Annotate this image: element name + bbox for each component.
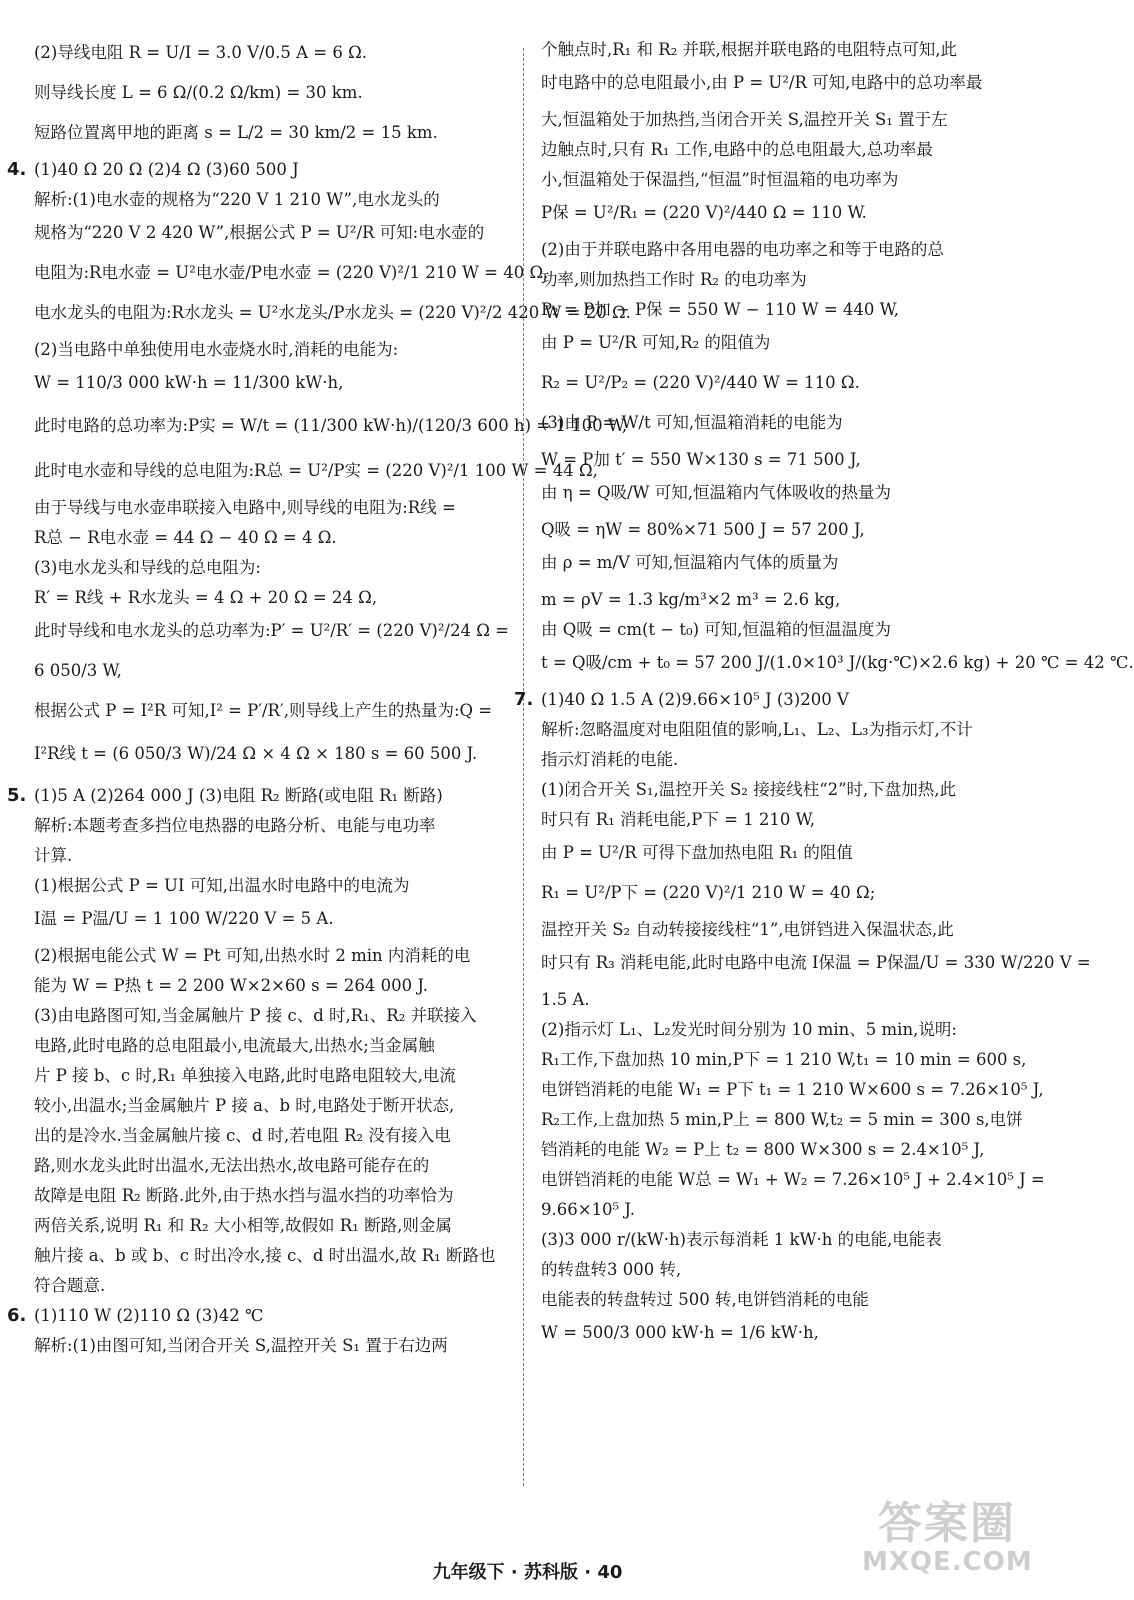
text-line bbox=[34, 188, 516, 212]
line-text: 此时导线和电水龙头的总功率为:P′ = U²/R′ = (220 V)²/24 Ω = bbox=[34, 621, 509, 640]
line-text: 铛消耗的电能 W₂ = P上 t₂ = 800 W×300 s = 2.4×10⁵ J, bbox=[541, 1140, 985, 1159]
text-line bbox=[541, 138, 1023, 162]
line-text: (2)当电路中单独使用电水壶烧水时,消耗的电能为: bbox=[34, 340, 399, 359]
text-line bbox=[541, 838, 1023, 868]
line-text: 解析:(1)电水壶的规格为“220 V 1 210 W”,电水龙头的 bbox=[34, 190, 440, 209]
text-line bbox=[34, 1274, 516, 1298]
right-column bbox=[514, 38, 1134, 1358]
text-line bbox=[541, 1318, 1023, 1348]
line-text: (1)5 A (2)264 000 J (3)电阻 R₂ 断路(或电阻 R₁ 断路) bbox=[34, 786, 443, 805]
text-line bbox=[7, 784, 516, 808]
line-text: m = ρV = 1.3 kg/m³×2 m³ = 2.6 kg, bbox=[541, 590, 841, 609]
text-line bbox=[541, 1168, 1045, 1192]
line-text: 触片接 a、b 或 b、c 时出冷水,接 c、d 时出温水,故 R₁ 断路也 bbox=[34, 1246, 496, 1265]
text-line bbox=[541, 1078, 1044, 1102]
line-text: 符合题意. bbox=[34, 1276, 106, 1295]
question-number: 4. bbox=[7, 159, 27, 180]
line-text: (2)由于并联电路中各用电器的电功率之和等于电路的总 bbox=[541, 240, 944, 259]
line-text: 片 P 接 b、c 时,R₁ 单独接入电路,此时电路电阻较大,电流 bbox=[34, 1066, 456, 1085]
line-text: R₂ = U²/P₂ = (220 V)²/440 W = 110 Ω. bbox=[541, 373, 860, 392]
line-text: (2)导线电阻 R = U/I = 3.0 V/0.5 A = 6 Ω. bbox=[34, 43, 367, 62]
line-text: 则导线长度 L = 6 Ω/(0.2 Ω/km) = 30 km. bbox=[34, 83, 363, 102]
line-text: 时只有 R₃ 消耗电能,此时电路中电流 I保温 = P保温/U = 330 W/220 V = bbox=[541, 953, 1091, 972]
line-text: t = Q吸/cm + t₀ = 57 200 J/(1.0×10³ J/(kg·℃)×2.6 kg) + 20 ℃ = 42 ℃. bbox=[541, 653, 1134, 672]
text-line bbox=[541, 1018, 1023, 1042]
line-text: P₂ = P加 − P保 = 550 W − 110 W = 440 W, bbox=[541, 300, 899, 319]
line-text: (3)电水龙头和导线的总电阻为: bbox=[34, 558, 261, 577]
line-text: 路,则水龙头此时出温水,无法出热水,故电路可能存在的 bbox=[34, 1156, 430, 1175]
text-line bbox=[34, 1214, 516, 1238]
text-line bbox=[34, 258, 549, 288]
text-line bbox=[34, 616, 516, 646]
text-line bbox=[514, 688, 1023, 712]
line-text: (2)根据电能公式 W = Pt 可知,出热水时 2 min 内消耗的电 bbox=[34, 946, 471, 965]
text-line bbox=[541, 648, 1134, 678]
line-text: 故障是电阻 R₂ 断路.此外,由于热水挡与温水挡的功率恰为 bbox=[34, 1186, 454, 1205]
line-text: 时只有 R₁ 消耗电能,P下 = 1 210 W, bbox=[541, 810, 815, 829]
line-text: 由 ρ = m/V 可知,恒温箱内气体的质量为 bbox=[541, 553, 839, 572]
line-text: P保 = U²/R₁ = (220 V)²/440 Ω = 110 W. bbox=[541, 203, 867, 222]
line-text: 大,恒温箱处于加热挡,当闭合开关 S,温控开关 S₁ 置于左 bbox=[541, 110, 948, 129]
text-line bbox=[541, 1228, 1023, 1252]
text-line bbox=[34, 496, 516, 520]
line-text: 电饼铛消耗的电能 W₁ = P下 t₁ = 1 210 W×600 s = 7.26×10⁵ J, bbox=[541, 1080, 1044, 1099]
line-text: 时电路中的总电阻最小,由 P = U²/R 可知,电路中的总功率最 bbox=[541, 73, 983, 92]
line-text: (1)根据公式 P = UI 可知,出温水时电路中的电流为 bbox=[34, 876, 410, 895]
text-line bbox=[34, 1004, 516, 1028]
line-text: 规格为“220 V 2 420 W”,根据公式 P = U²/R 可知:电水壶的 bbox=[34, 223, 485, 242]
line-text: 电水龙头的电阻为:R水龙头 = U²水龙头/P水龙头 = (220 V)²/2 420 W = 20 Ω. bbox=[34, 303, 631, 322]
line-text: 由于导线与电水壶串联接入电路中,则导线的电阻为:R线 = bbox=[34, 498, 456, 517]
line-text: R₁ = U²/P下 = (220 V)²/1 210 W = 40 Ω; bbox=[541, 883, 876, 902]
line-text: 由 Q吸 = cm(t − t₀) 可知,恒温箱的恒温温度为 bbox=[541, 620, 892, 639]
line-text: 电饼铛消耗的电能 W总 = W₁ + W₂ = 7.26×10⁵ J + 2.4×10⁵ J = bbox=[541, 1170, 1045, 1189]
text-line bbox=[34, 38, 516, 68]
text-line bbox=[34, 118, 516, 148]
line-text: W = 110/3 000 kW·h = 11/300 kW·h, bbox=[34, 373, 344, 392]
text-line bbox=[541, 988, 1023, 1012]
line-text: (1)40 Ω 1.5 A (2)9.66×10⁵ J (3)200 V bbox=[541, 690, 849, 709]
text-line bbox=[34, 944, 516, 968]
line-text: (3)由 P = W/t 可知,恒温箱消耗的电能为 bbox=[541, 413, 843, 432]
text-line bbox=[541, 718, 1023, 742]
line-text: 功率,则加热挡工作时 R₂ 的电功率为 bbox=[541, 270, 807, 289]
text-line bbox=[541, 778, 1023, 802]
line-text: 电能表的转盘转过 500 转,电饼铛消耗的电能 bbox=[541, 1290, 869, 1309]
line-text: 短路位置离甲地的距离 s = L/2 = 30 km/2 = 15 km. bbox=[34, 123, 438, 142]
text-line bbox=[541, 1258, 1023, 1282]
text-line bbox=[34, 874, 516, 898]
line-text: R′ = R线 + R水龙头 = 4 Ω + 20 Ω = 24 Ω, bbox=[34, 588, 378, 607]
text-line bbox=[541, 238, 1023, 262]
question-number: 5. bbox=[7, 785, 27, 806]
text-line bbox=[541, 38, 1023, 62]
line-text: 由 P = U²/R 可得下盘加热电阻 R₁ 的阻值 bbox=[541, 843, 853, 862]
question-number: 7. bbox=[514, 689, 534, 710]
watermark-logo bbox=[862, 1500, 1032, 1576]
text-line bbox=[34, 298, 631, 328]
line-text: 解析:忽略温度对电阻阻值的影响,L₁、L₂、L₃为指示灯,不计 bbox=[541, 720, 973, 739]
line-text: R₁工作,下盘加热 10 min,P下 = 1 210 W,t₁ = 10 min = 600 s, bbox=[541, 1050, 1027, 1069]
line-text: 解析:(1)由图可知,当闭合开关 S,温控开关 S₁ 置于右边两 bbox=[34, 1336, 448, 1355]
text-line bbox=[34, 456, 598, 486]
line-text: 较小,出温水;当金属触片 P 接 a、b 时,电路处于断开状态, bbox=[34, 1096, 455, 1115]
line-text: 由 η = Q吸/W 可知,恒温箱内气体吸收的热量为 bbox=[541, 483, 891, 502]
text-line bbox=[541, 1108, 1023, 1132]
line-text: 电阻为:R电水壶 = U²电水壶/P电水壶 = (220 V)²/1 210 W = 40 Ω, bbox=[34, 263, 549, 282]
text-line bbox=[541, 368, 1023, 398]
text-line bbox=[7, 1304, 516, 1328]
line-text: (3)由电路图可知,当金属触片 P 接 c、d 时,R₁、R₂ 并联接入 bbox=[34, 1006, 477, 1025]
column-divider bbox=[523, 48, 524, 1486]
text-line bbox=[541, 1288, 1023, 1312]
text-line bbox=[541, 108, 1023, 132]
text-line bbox=[34, 218, 516, 248]
page-footer: 九年级下 · 苏科版 · 40 bbox=[432, 1562, 623, 1583]
line-text: 的转盘转3 000 转, bbox=[541, 1260, 682, 1279]
text-line bbox=[7, 158, 516, 182]
text-line bbox=[34, 1064, 516, 1088]
text-line bbox=[34, 1034, 516, 1058]
text-line bbox=[34, 1154, 516, 1178]
line-text: (1)110 W (2)110 Ω (3)42 ℃ bbox=[34, 1306, 264, 1325]
text-line bbox=[34, 1124, 516, 1148]
text-line bbox=[34, 408, 628, 444]
text-line bbox=[34, 696, 516, 726]
line-text: W = 500/3 000 kW·h = 1/6 kW·h, bbox=[541, 1323, 819, 1342]
line-text: 此时电路的总功率为:P实 = W/t = (11/300 kW·h)/(120/3 600 h) = 1 100 W, bbox=[34, 416, 628, 435]
line-text: W = P加 t′ = 550 W×130 s = 71 500 J, bbox=[541, 450, 861, 469]
text-line bbox=[541, 68, 1023, 98]
text-line bbox=[34, 338, 516, 362]
watermark-sub: MXQE.COM bbox=[862, 1547, 1033, 1577]
text-line bbox=[34, 656, 516, 686]
line-text: 指示灯消耗的电能. bbox=[541, 750, 679, 769]
line-text: Q吸 = ηW = 80%×71 500 J = 57 200 J, bbox=[541, 520, 865, 539]
text-line bbox=[541, 478, 1023, 508]
line-text: 6 050/3 W, bbox=[34, 661, 122, 680]
text-line bbox=[34, 78, 516, 108]
line-text: I温 = P温/U = 1 100 W/220 V = 5 A. bbox=[34, 909, 334, 928]
line-text: (1)闭合开关 S₁,温控开关 S₂ 接接线柱“2”时,下盘加热,此 bbox=[541, 780, 957, 799]
text-line bbox=[34, 814, 516, 838]
line-text: 此时电水壶和导线的总电阻为:R总 = U²/P实 = (220 V)²/1 100 W = 44 Ω, bbox=[34, 461, 598, 480]
text-line bbox=[541, 948, 1091, 978]
text-line bbox=[541, 1198, 1023, 1222]
text-line bbox=[541, 198, 1023, 228]
text-line bbox=[541, 408, 1023, 438]
line-text: 温控开关 S₂ 自动转接接线柱“1”,电饼铛进入保温状态,此 bbox=[541, 920, 954, 939]
question-number: 6. bbox=[7, 1305, 27, 1326]
line-text: R总 − R电水壶 = 44 Ω − 40 Ω = 4 Ω. bbox=[34, 528, 337, 547]
text-line bbox=[34, 1094, 516, 1118]
line-text: 小,恒温箱处于保温挡,“恒温”时恒温箱的电功率为 bbox=[541, 170, 899, 189]
line-text: 电路,此时电路的总电阻最小,电流最大,出热水;当金属触 bbox=[34, 1036, 435, 1055]
line-text: 由 P = U²/R 可知,R₂ 的阻值为 bbox=[541, 333, 771, 352]
text-line bbox=[541, 918, 1023, 942]
line-text: 两倍关系,说明 R₁ 和 R₂ 大小相等,故假如 R₁ 断路,则金属 bbox=[34, 1216, 452, 1235]
text-line bbox=[34, 1334, 516, 1358]
text-line bbox=[541, 298, 1023, 322]
text-line bbox=[34, 1184, 516, 1208]
text-line bbox=[541, 808, 1023, 832]
text-line bbox=[541, 328, 1023, 358]
text-line bbox=[34, 368, 516, 398]
line-text: R₂工作,上盘加热 5 min,P上 = 800 W,t₂ = 5 min = 300 s,电饼 bbox=[541, 1110, 1023, 1129]
line-text: 边触点时,只有 R₁ 工作,电路中的总电阻最大,总功率最 bbox=[541, 140, 933, 159]
text-line bbox=[541, 618, 1023, 642]
line-text: 能为 W = P热 t = 2 200 W×2×60 s = 264 000 J. bbox=[34, 976, 428, 995]
line-text: 个触点时,R₁ 和 R₂ 并联,根据并联电路的电阻特点可知,此 bbox=[541, 40, 958, 59]
line-text: (3)3 000 r/(kW·h)表示每消耗 1 kW·h 的电能,电能表 bbox=[541, 1230, 942, 1249]
line-text: (1)40 Ω 20 Ω (2)4 Ω (3)60 500 J bbox=[34, 160, 299, 179]
line-text: I²R线 t = (6 050/3 W)/24 Ω × 4 Ω × 180 s = 60 500 J. bbox=[34, 744, 478, 763]
text-line bbox=[541, 448, 1023, 472]
text-line bbox=[541, 548, 1023, 578]
text-line bbox=[34, 526, 516, 550]
text-line bbox=[34, 904, 516, 934]
text-line bbox=[541, 268, 1023, 292]
line-text: 1.5 A. bbox=[541, 990, 590, 1009]
text-line bbox=[34, 556, 516, 580]
text-line bbox=[541, 168, 1023, 192]
text-line bbox=[34, 844, 516, 868]
text-line bbox=[34, 1244, 516, 1268]
text-line bbox=[34, 974, 516, 998]
text-line bbox=[541, 1048, 1027, 1072]
line-text: 9.66×10⁵ J. bbox=[541, 1200, 635, 1219]
text-line bbox=[541, 748, 1023, 772]
watermark-main: 答案圈 bbox=[878, 1498, 1016, 1549]
text-line bbox=[541, 518, 1023, 542]
text-line bbox=[541, 878, 1023, 908]
text-line bbox=[34, 586, 516, 610]
text-line bbox=[34, 736, 516, 772]
text-line bbox=[541, 1138, 1023, 1162]
line-text: 计算. bbox=[34, 846, 73, 865]
text-line bbox=[541, 588, 1023, 612]
line-text: 根据公式 P = I²R 可知,I² = P′/R′,则导线上产生的热量为:Q = bbox=[34, 701, 493, 720]
line-text: 解析:本题考查多挡位电热器的电路分析、电能与电功率 bbox=[34, 816, 436, 835]
line-text: (2)指示灯 L₁、L₂发光时间分别为 10 min、5 min,说明: bbox=[541, 1020, 957, 1039]
line-text: 出的是冷水.当金属触片接 c、d 时,若电阻 R₂ 没有接入电 bbox=[34, 1126, 451, 1145]
